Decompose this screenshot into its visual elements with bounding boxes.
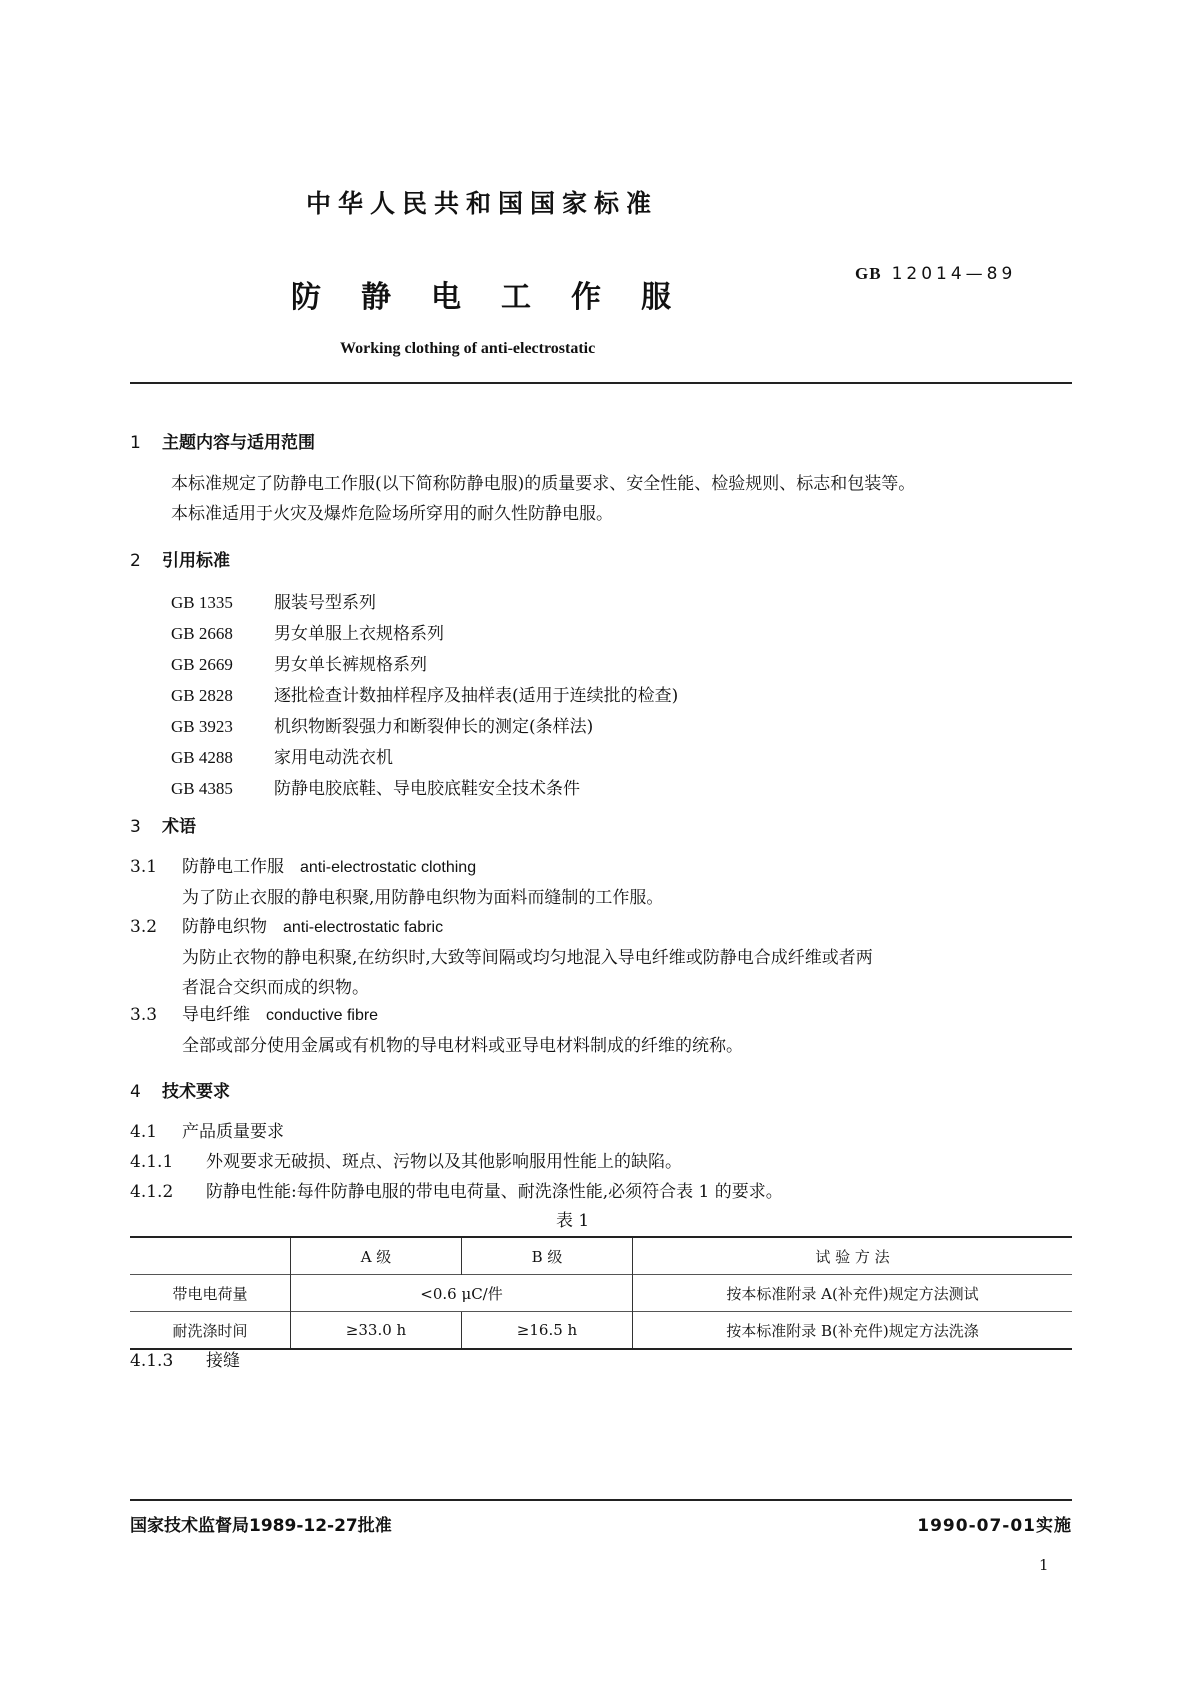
standard-code: 12014—89 [891, 264, 1017, 284]
clause-4-1: 4.1 产品质量要求 [130, 1122, 284, 1142]
section-1-heading: 1 主题内容与适用范围 [130, 433, 315, 453]
reference-item: GB 2669 男女单长裤规格系列 [171, 655, 427, 675]
reference-item: GB 2828 逐批检查计数抽样程序及抽样表(适用于连续批的检查) [171, 686, 679, 706]
term-3-2: 3.2 防静电织物 anti-electrostatic fabric 为防止衣物的静电积聚,在纺织时,大致等间隔或均匀地混入导电纤维或防静电合成纤维或者两 者混合交织而成的织物。 [130, 917, 873, 998]
table-row: 耐洗涤时间 ≥33.0 h ≥16.5 h 按本标准附录 B(补充件)规定方法洗涤 [130, 1312, 1072, 1350]
reference-item: GB 3923 机织物断裂强力和断裂伸长的测定(条样法) [171, 717, 594, 737]
table-caption: 表 1 [556, 1211, 590, 1231]
clause-4-1-1: 4.1.1 外观要求无破损、斑点、污物以及其他影响服用性能上的缺陷。 [130, 1152, 682, 1172]
document-title: 防静电工作服 [291, 280, 711, 315]
footer-divider [130, 1499, 1072, 1501]
paragraph: 本标准规定了防静电工作服(以下简称防静电服)的质量要求、安全性能、检验规则、标志和包装等。 [171, 474, 916, 494]
reference-item: GB 4288 家用电动洗衣机 [171, 748, 393, 768]
table-header-row: A 级 B 级 试 验 方 法 [130, 1237, 1072, 1275]
national-standard-label: 中华人民共和国国家标准 [306, 189, 659, 218]
section-4-heading: 4 技术要求 [130, 1082, 230, 1102]
effective-date: 1990-07-01实施 [917, 1516, 1072, 1536]
reference-item: GB 4385 防静电胶底鞋、导电胶底鞋安全技术条件 [171, 779, 580, 799]
clause-4-1-3: 4.1.3 接缝 [130, 1351, 240, 1371]
reference-item: GB 2668 男女单服上衣规格系列 [171, 624, 444, 644]
table-1 [130, 1236, 1072, 1350]
reference-list [171, 588, 678, 805]
page-number: 1 [1039, 1556, 1049, 1574]
table-row: 带电电荷量 <0.6 μC/件 按本标准附录 A(补充件)规定方法测试 [130, 1275, 1072, 1312]
section-4-items [130, 1117, 783, 1207]
english-title: Working clothing of anti-electrostatic [340, 340, 596, 357]
paragraph: 本标准适用于火灾及爆炸危险场所穿用的耐久性防静电服。 [171, 504, 613, 524]
header-divider [130, 382, 1072, 384]
standard-prefix: GB [855, 264, 882, 283]
section-1-body [171, 469, 915, 529]
term-3-3: 3.3 导电纤维 conductive fibre 全部或部分使用金属或有机物的导电材料或亚导电材料制成的纤维的统称。 [130, 1005, 743, 1056]
section-3-heading: 3 术语 [130, 817, 196, 837]
reference-item: GB 1335 服装号型系列 [171, 593, 376, 613]
clause-4-1-2: 4.1.2 防静电性能:每件防静电服的带电电荷量、耐洗涤性能,必须符合表 1 的要求。 [130, 1182, 783, 1202]
section-2-heading: 2 引用标准 [130, 551, 230, 571]
standard-number [855, 264, 1016, 284]
approval-date: 国家技术监督局1989-12-27批准 [130, 1516, 392, 1536]
term-3-1: 3.1 防静电工作服 anti-electrostatic clothing 为了防止衣服的静电积聚,用防静电织物为面料而缝制的工作服。 [130, 857, 664, 908]
